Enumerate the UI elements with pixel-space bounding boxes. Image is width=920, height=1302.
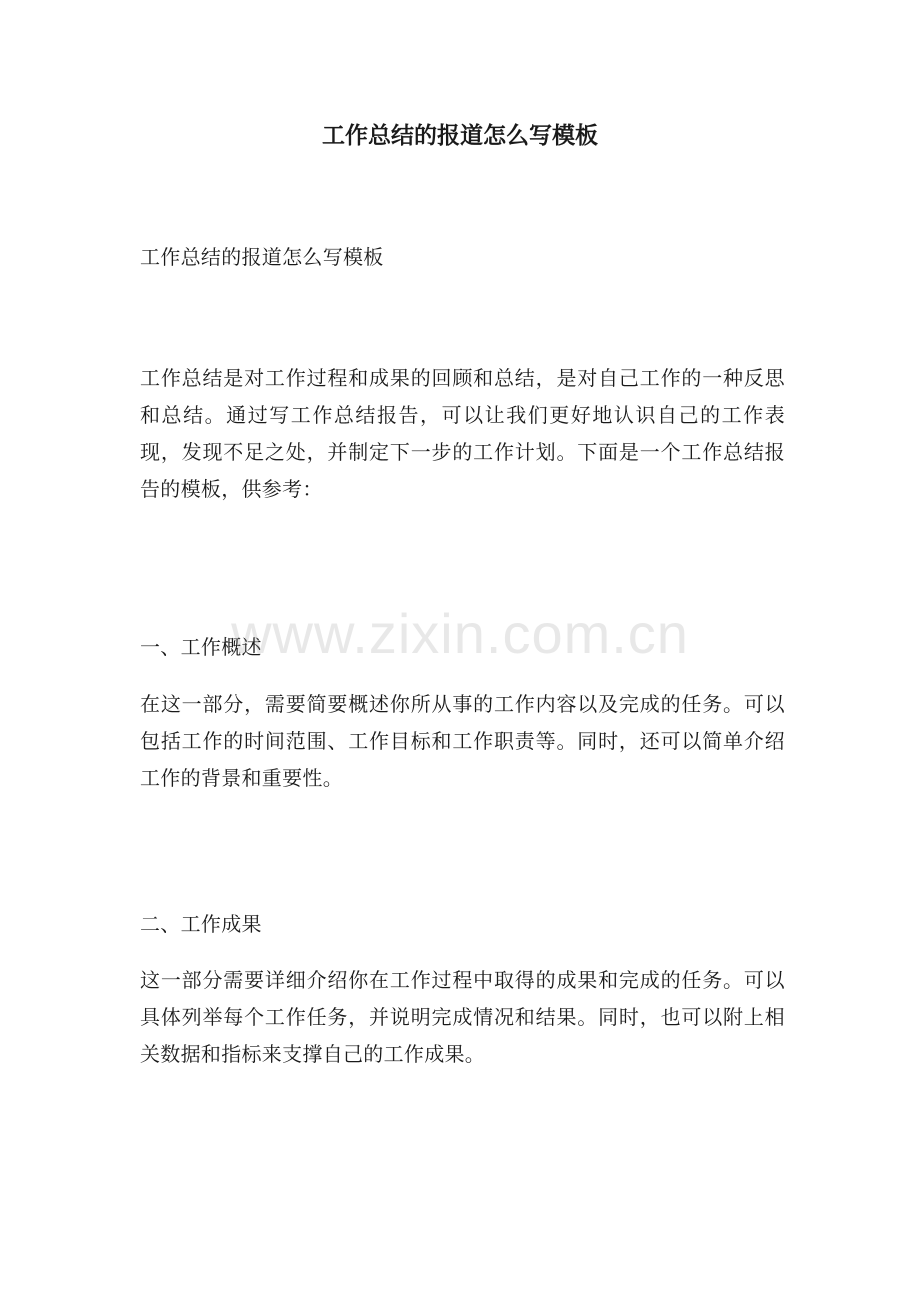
section-heading-results: 二、工作成果 — [140, 912, 262, 936]
section-body-overview: 在这一部分，需要简要概述你所从事的工作内容以及完成的任务。可以包括工作的时间范围、工作目标和工作职责等。同时，还可以简单介绍工作的背景和重要性。 — [140, 692, 785, 790]
section-body-results: 这一部分需要详细介绍你在工作过程中取得的成果和完成的任务。可以具体列举每个工作任务，并说明完成情况和结果。同时，也可以附上相关数据和指标来支撑自己的工作成果。 — [140, 968, 785, 1066]
watermark: www.zixin.com.cn — [231, 602, 689, 665]
document-title: 工作总结的报道怎么写模板 — [322, 122, 598, 149]
intro-paragraph: 工作总结是对工作过程和成果的回顾和总结，是对自己工作的一种反思和总结。通过写工作总结报告，可以让我们更好地认识自己的工作表现，发现不足之处，并制定下一步的工作计划。下面是一个工作总结报告的模板，供参考： — [140, 366, 785, 501]
document-subtitle: 工作总结的报道怎么写模板 — [140, 245, 384, 269]
section-heading-overview: 一、工作概述 — [140, 635, 262, 659]
